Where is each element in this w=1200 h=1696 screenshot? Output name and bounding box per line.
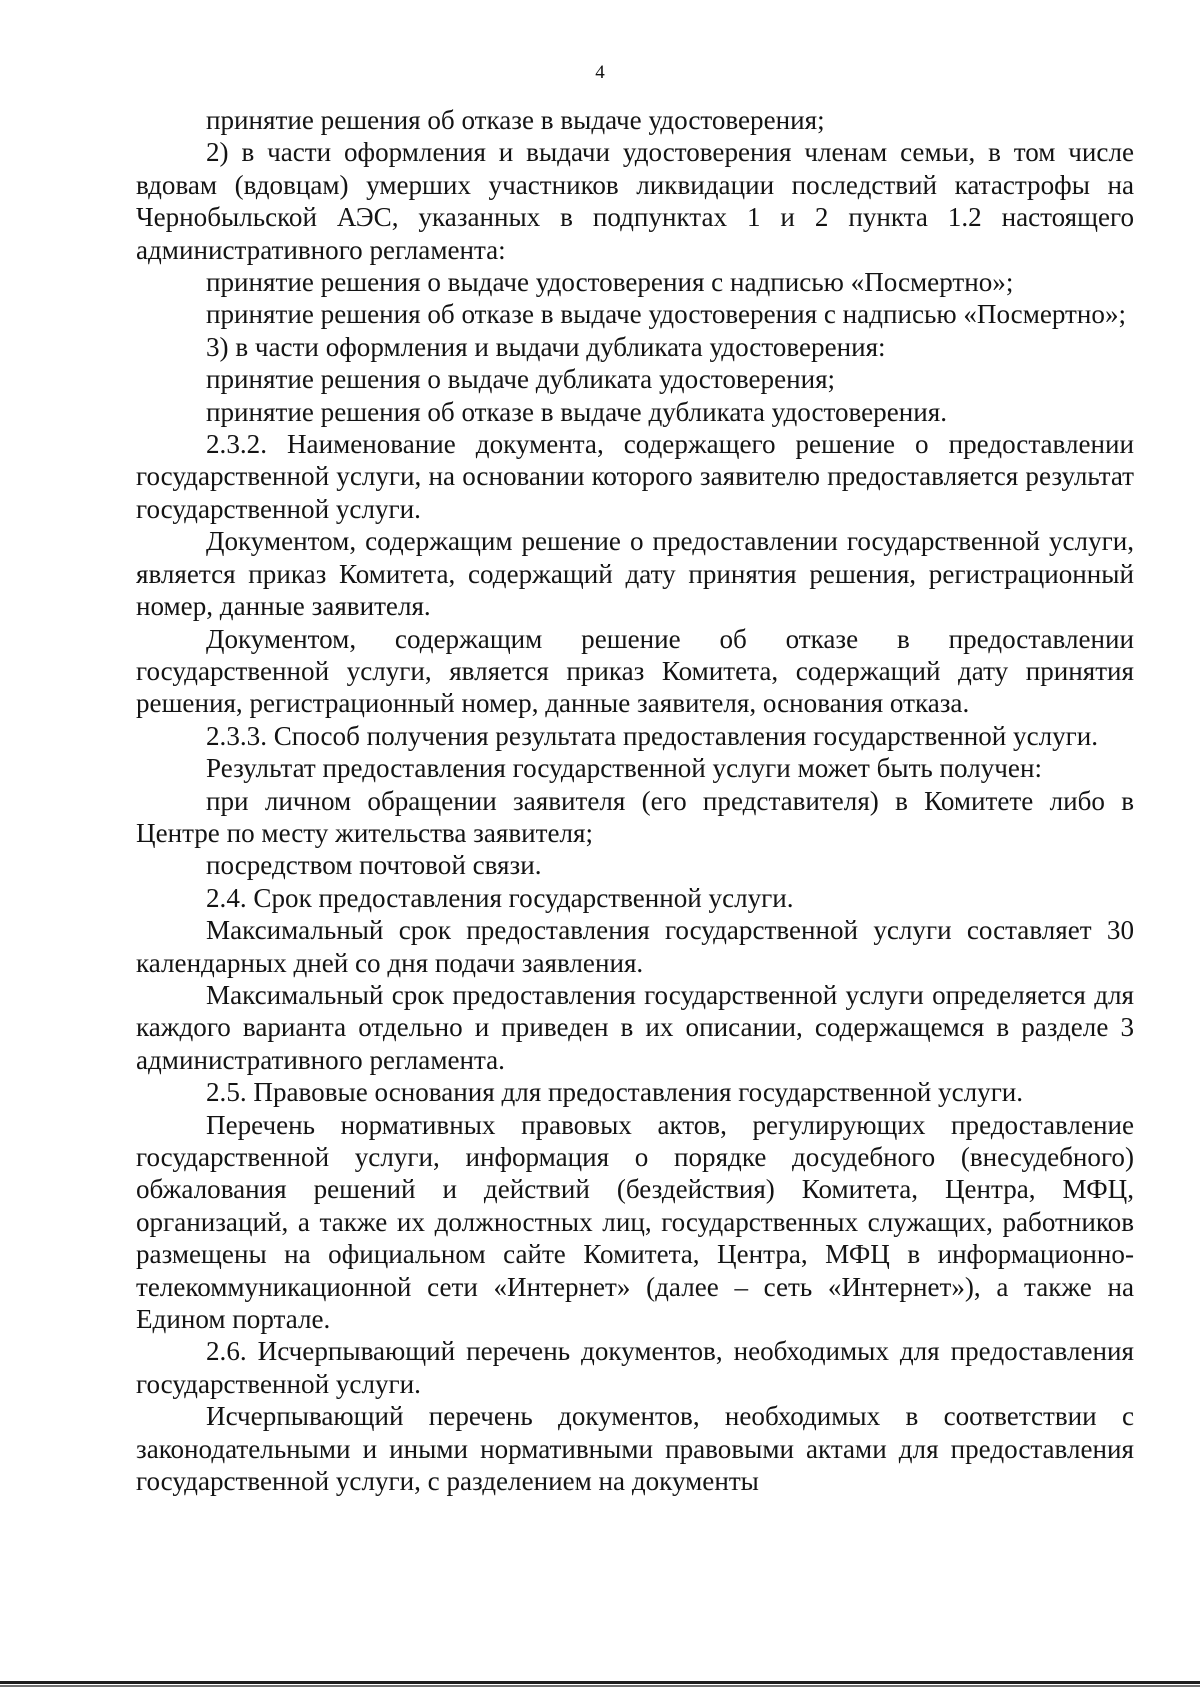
scan-bottom-edge-shadow xyxy=(0,1685,1200,1687)
paragraph: 2.6. Исчерпывающий перечень документов, необходимых для предоставления государственной услуги. xyxy=(136,1336,1134,1399)
paragraph: Документом, содержащим решение об отказе в предоставлении государственной услуги, является приказ Комитета, содержащий дату принятия решения, регистрационный номер, данные заявителя, основания отказа. xyxy=(136,623,1134,719)
paragraph: Максимальный срок предоставления государственной услуги составляет 30 календарных дней со дня подачи заявления. xyxy=(136,915,1134,978)
paragraph: 2.5. Правовые основания для предоставления государственной услуги. xyxy=(206,1077,1024,1108)
paragraph: 2.4. Срок предоставления государственной услуги. xyxy=(206,882,794,913)
paragraph: принятие решения об отказе в выдаче дубликата удостоверения. xyxy=(206,396,947,427)
page-number: 4 xyxy=(595,62,605,83)
paragraph: принятие решения об отказе в выдаче удостоверения с надписью «Посмертно»; xyxy=(206,299,1127,330)
paragraph: принятие решения о выдаче дубликата удостоверения; xyxy=(206,364,836,395)
scan-bottom-edge xyxy=(0,1681,1200,1684)
paragraph: Исчерпывающий перечень документов, необходимых в соответствии с законодательными и иными нормативными правовыми актами для предоставления государственной услуги, с разделением на документы xyxy=(136,1401,1134,1497)
paragraph: 2) в части оформления и выдачи удостоверения членам семьи, в том числе вдовам (вдовцам) умерших участников ликвидации последствий катастрофы на Чернобыльской АЭС, указанных в подпунктах 1 и 2 пункта 1.2 настоящего административного регламента: xyxy=(136,137,1134,265)
paragraph: 3) в части оформления и выдачи дубликата удостоверения: xyxy=(206,331,886,362)
document-body xyxy=(136,104,1134,1497)
paragraph: при личном обращении заявителя (его представителя) в Комитете либо в Центре по месту жительства заявителя; xyxy=(136,785,1134,848)
paragraph: принятие решения о выдаче удостоверения с надписью «Посмертно»; xyxy=(206,267,1014,298)
paragraph: Документом, содержащим решение о предоставлении государственной услуги, является приказ Комитета, содержащий дату принятия решения, регистрационный номер, данные заявителя. xyxy=(136,526,1134,622)
paragraph: Результат предоставления государственной услуги может быть получен: xyxy=(206,753,1042,784)
paragraph: принятие решения об отказе в выдаче удостоверения; xyxy=(206,105,825,135)
paragraph: 2.3.2. Наименование документа, содержащего решение о предоставлении государственной услуги, на основании которого заявителю предоставляется результат государственной услуги. xyxy=(136,429,1134,524)
paragraph: 2.3.3. Способ получения результата предоставления государственной услуги. xyxy=(206,720,1099,751)
paragraph: Перечень нормативных правовых актов, регулирующих предоставление государственной услуги, информация о порядке досудебного (внесудебного) обжалования решений и действий (бездействия) Комитета, Центра, МФЦ, организаций, а также их должностных лиц, государственных служащих, работников размещены на официальном сайте Комитета, Центра, МФЦ в информационно-телекоммуникационной сети «Интернет» (далее – сеть «Интернет»), а также на Едином портале. xyxy=(136,1109,1134,1335)
paragraph: Максимальный срок предоставления государственной услуги определяется для каждого варианта отдельно и приведен в их описании, содержащемся в разделе 3 административного регламента. xyxy=(136,979,1134,1075)
paragraph: посредством почтовой связи. xyxy=(206,850,542,881)
